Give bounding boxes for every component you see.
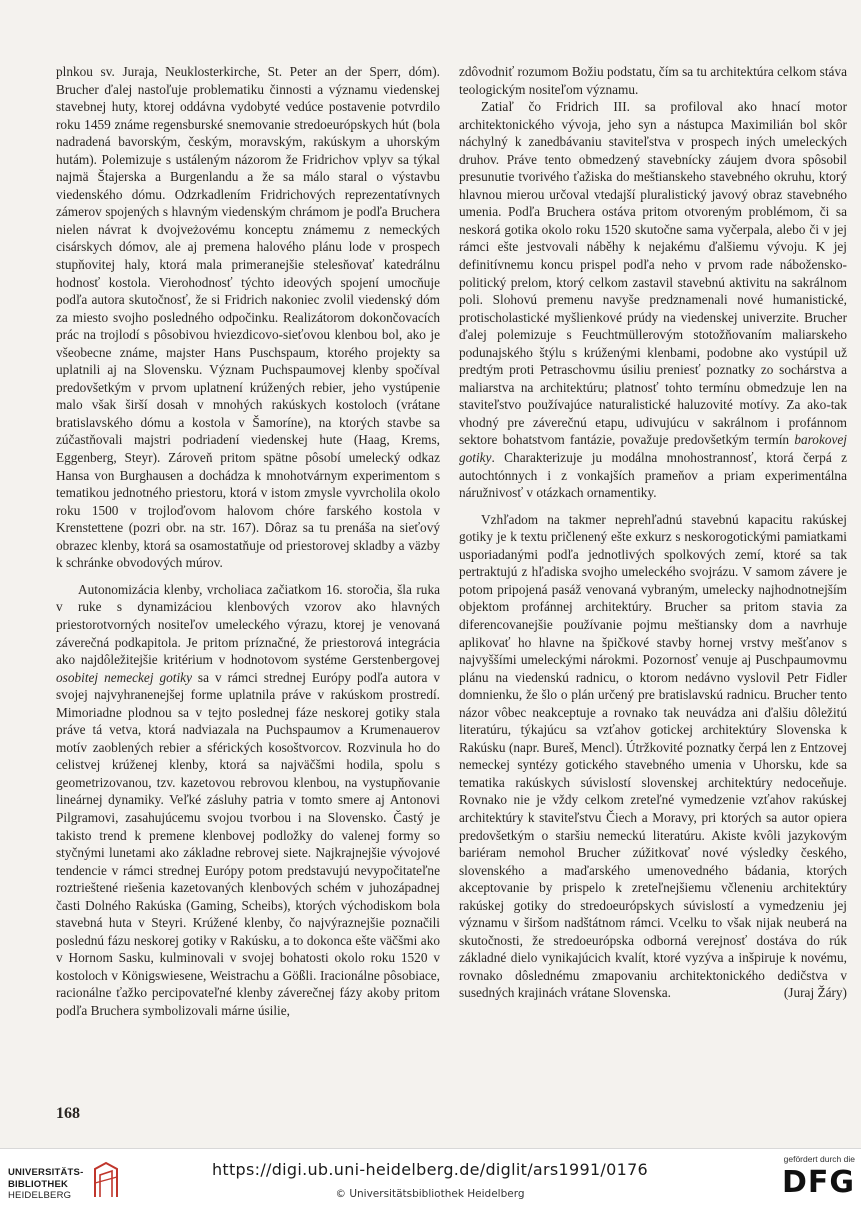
- left-paragraph-2: [56, 581, 440, 1020]
- page-number: 168: [56, 1105, 80, 1122]
- logo-line-2: BIBLIOTHEK: [8, 1178, 69, 1190]
- right-paragraph-1: zdôvodniť rozumom Božiu podstatu, čím sa tu architektúra celkom stáva teologickým nositeľom významu.: [459, 64, 847, 97]
- author-signature: (Juraj Žáry): [783, 985, 847, 1001]
- left-paragraph-1: plnkou sv. Juraja, Neuklosterkirche, St. Peter an der Sperr, dóm). Brucher ďalej nastoľuje problematiku činnosti a významu viedenskej stavebnej huty, ktorej oddávna vydobyté vedúce postavenie potvrdilo roku 1459 známe regensburské snemovanie stredoeurópskych hút (bola nadradená bavorským, českým, moravským, rakúskym a uhorským hutám). Polemizuje s ustáleným názorom že Fridrichov vplyv sa týkal najmä Štajerska a Burgenlandu a že sa málo staral o výstavbu viedenského dómu. Odzrkadlením Fridrichových reprezentatívnych zámerov spojených s hlavným viedenským chrámom je podľa Bruchera nielen návrat k dvojveżovému konceptu známemu z nemeckých cisárskych dómov, ale aj premena halového plánu lode v prospech stupňovitej haly, ktorá mala primeranejšie stelesňovať katedrálnu hodnosť kostola. Vierohodnosť týchto ideových spojení umocňuje podľa autora skutočnosť, že si Fridrich nakoniec zvolil viedenský dóm za miesto svojho posledného odpočinku. Realizátorom dokončovacích prác na trojlodí s pôsobivou hviezdicovo-sieťovou klenbou bol, ako je všeobecne známe, majster Hans Puschspaum, ktorého projekty sa uplatnili aj na Slovensku. Význam Puchspaumovej klenby spočíval predovšetkým v prvom uplatnení krúžených rebier, jeho vystúpenie malo však širší dosah v mnohých rakúskych kostoloch (vrátane bratislavského dómu a kostola v Šamoríne), na ktorých stavbe sa zúčastňovali majstri podriadení viedenskej hute (Haag, Krems, Eggenberg, Steyr). Zároveň pritom spätne pôsobí umelecký odkaz Hansa von Burghausen a dochádza k mnohotvárnym experimentom s tematikou jednotného priestoru, ktorá v istom zmysle vyvrcholila okolo roku 1500 v trojloďovom halovom chóre farského kostola v Krenstettene (pozri obr. na str. 167). Dôraz sa tu prenáša na sieťový obrazec klenby, ktorá sa osamostatňuje od priestorovej skladby a väzby k schránke obvodových múrov.: [56, 64, 440, 571]
- dfg-caption: gefördert durch die: [783, 1154, 855, 1164]
- logo-line-1: UNIVERSITÄTS-: [8, 1167, 84, 1178]
- left-p2-emphasis: osobitej nemeckej gotiky: [56, 669, 192, 685]
- logo-text: [8, 1167, 83, 1202]
- right-paragraph-2: [459, 98, 847, 502]
- viewer-footer: [0, 1148, 861, 1210]
- university-library-logo[interactable]: [8, 1157, 120, 1201]
- logo-line-3: HEIDELBERG: [8, 1190, 72, 1201]
- left-column: [56, 63, 440, 1020]
- right-paragraph-3: [459, 511, 847, 1002]
- left-p2-text-b: sa v rámci strednej Európy podľa autora v svojej najvyhranenejšej forme uplatnila práve v rakúskom prostredí. Mimoriadne plodnou sa v tejto poslednej fáze neskorej gotiky stala práve tá vetva, ktorá nadviazala na Puchspaumov a Krumenauerov motív zaoblených rebier a sférických kosoštvorcov. Rozvinula ho do celistvej krúženej klenby, ktorá sa najväčšmi hodila, spolu s geometrizovanou, tzv. kazetovou rebrovou klenbou, na vystupňovanie lineárnej dynamiky. Veľké zásluhy patria v tomto smere aj Antonovi Pilgramovi, zasahujúcemu svojou tvorbou i na Slovensko. Častý je takisto trend k premene klenbovej podložky do valenej formy so styčnými lunetami ako základne rebrovej siete. Najkrajnejšie vývojové tendencie v rámci strednej Európy potom predstavujú nevypočitateľne roztrieštené riešenia kazetovaných klenbových schém v juhozápadnej časti Dolného Rakúska (Gaming, Scheibs), ktorých východiskom bola stavebná huta v Steyri. Krúžené klenby, čo najvýraznejšie poznačili poslednú fázu neskorej gotiky v Rakúsku, a to dokonca ešte väčšmi ako v Hornom Sasku, kulminovali v svojej bohatosti okolo roku 1520 v kostoloch v Königswiesene, Weistrachu a Gößli. Iracionálne pôsobiace, racionálne ťažko percipovateľné klenby záverečnej fázy akoby pritom podľa Bruchera symbolizovali márne úsilie,: [56, 669, 440, 1018]
- right-p2-emphasis: barokovej gotiky: [459, 432, 847, 466]
- left-p2-text-a: Autonomizácia klenby, vrcholiaca začiatkom 16. storočia, šla ruka v ruke s dynamizáciou klenbových vzorov ako hlavných priestorotvorných nositeľov umeleckého výrazu, ktorej je venovaná záverečná podkapitola. Je pritom príznačné, že priestorová integrácia ako najdôležitejšie kritérium v hodnotovom systéme Gerstenbergovej: [56, 581, 440, 668]
- right-p2-text-b: . Charakterizuje ju modálna mnohostrannosť, ktorá čerpá z autochtónnych i z vonkajších prameňov a priam experimentálna náružnivosť v otázkach ornamentiky.: [459, 450, 847, 501]
- permalink-url[interactable]: https://digi.ub.uni-heidelberg.de/diglit/ars1991/0176: [211, 1160, 649, 1179]
- right-column: [459, 63, 847, 1002]
- dfg-logo[interactable]: [763, 1154, 855, 1206]
- right-p3-text: Vzhľadom na takmer neprehľadnú stavebnú kapacitu rakúskej gotiky je k textu pričlenený ešte exkurz s neskorogotickými pamiatkami usporiadanými podľa jednotlivých spolkových zemí, ktoré sa tak pertraktujú z hľadiska svojho umeleckého svojrázu. V samom závere je potom pripojená pasáž venovaná vybraným, umelecky najhodnotnejším objektom profánnej architektúry. Brucher sa pritom stavia za diferencovanejšie používanie pojmu meštiansky dom a navrhuje aplikovať ho hlavne na špičkové stavby hornej vrstvy mešťanov s najvyššími umeleckými nárokmi. Pozornosť venuje aj Puschpaumovmu plánu na viedenskú radnicu, o ktorom nedávno vyslovil Petr Fidler domnienku, že šlo o plán určený pre bratislavskú radnicu. Brucher tento názor vôbec neakceptuje a rovnako tak neuvádza ani ďalšiu dôležitú literatúru, týkajúcu sa vzťahov gotickej architektúry Slovenska k Rakúsku (napr. Bureš, Mencl). Útržkovité poznatky čerpá len z Entzovej nemeckej syntézy gotického stavebného umenia v Uhorsku, kde sa tematika rakúskych súvislostí slovenskej architektúry nedoceňuje. Rovnako nie je vždy celkom zreteľné vymedzenie vzťahov rakúskej architektúry k staviteľstvu Čiech a Moravy, pri ktorých sa autor opiera predovšetkým o staršiu nemeckú literatúru. Akiste kvôli jazykovým bariéram nemohol Brucher zúžitkovať nové výsledky českého, slovenského a maďarského umenovedného bádania, ktorých akceptovanie by prispelo k zreteľnejšiemu včleneniu architektúry rakúskej gotiky do stredoeurópskych súvislostí a vymedzeniu jej významu v širšom nadštátnom rámci. Vcelku to však nijak neuberá na skutočnosti, že stredoeurópska odborná verejnosť dostáva do rúk základné dielo vynikajúcich kvalít, ktoré vyzýva a inšpiruje k novému, rovnako dôslednému zmapovaniu architektonického dedičstva v susedných krajinách vrátane Slovenska.: [459, 511, 847, 1001]
- copyright-notice: © Universitätsbibliothek Heidelberg: [335, 1188, 525, 1200]
- right-p2-text-a: Zatiaľ čo Fridrich III. sa profiloval ako hnací motor architektonického vývoja, jeho syn a nástupca Maximilián bol skôr náchylný k zanedbávaniu staviteľstva v prospech iných umeleckých druhov. Práve tento obmedzený stavebnícky záujem dvora spôsobil presunutie tvorivého ťažiska do meštianskeho stavebného okruhu, ktorý hlavnou mierou určoval vtedajší pluralistický javový obraz stavebného umenia. Podľa Bruchera ostáva pritom otvoreným problémom, či sa neskorá gotika okolo roku 1520 skutočne sama vyčerpala, alebo či v jej rámci ešte jestvovali náběhy k nejakému ďalšiemu vývoju. K jej definitívnemu koncu prispel podľa neho v prvom rade nábožensko-politický prelom, ktorý celkom zastavil stavebnú aktivitu na sakrálnom poli. Slohovú premenu navyše predznamenali nové humanistické, protischolastické myšlienkové prúdy na viedenskej univerzite. Brucher ďalej polemizuje s Feuchtmüllerovým stotožňovaním maliarskeho podunajského štýlu s krúženými klenbami, podobne ako vystúpil už predtým proti Petraschovmu úsiliu preniesť poznatky zo sochárstva a maliarstva na architektúru; platnosť tohto termínu obmedzuje len na staviteľstvo používajúce naturalistické haluzovité motívy. Za ako-tak vhodný pre záverečnú etapu, udivujúcu v sakrálnom i profánnom sektore bohatstvom fantázie, považuje predovšetkým termín: [459, 99, 847, 448]
- library-emblem-icon: [92, 1161, 120, 1199]
- dfg-wordmark: DFG: [781, 1165, 855, 1200]
